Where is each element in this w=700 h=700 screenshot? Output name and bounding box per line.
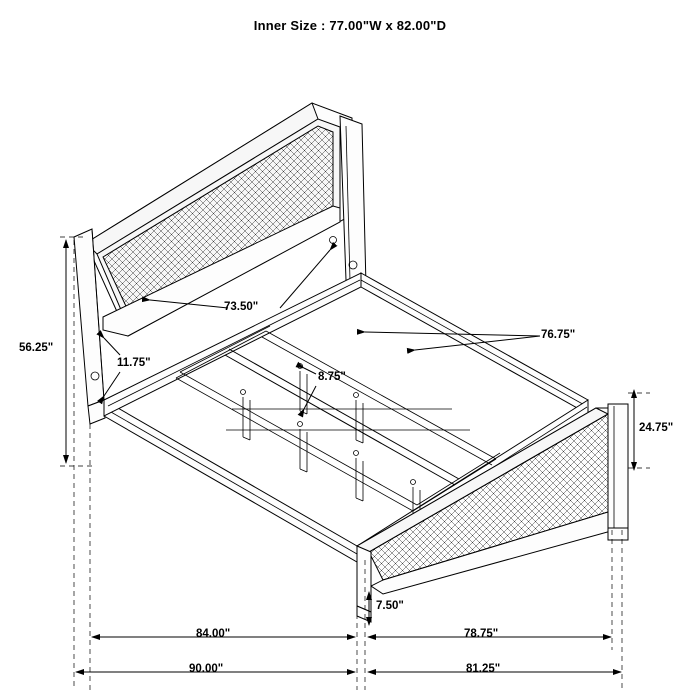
label-footboard-ground: 7.50" (376, 600, 404, 612)
label-side-rail-length: 76.75" (541, 329, 576, 341)
label-right-overall: 78.75" (464, 628, 499, 640)
label-rail-clearance: 11.75" (117, 357, 151, 369)
label-headboard-height: 56.25" (19, 342, 54, 354)
label-left-overall: 84.00" (196, 628, 231, 640)
page-title: Inner Size : 77.00"W x 82.00"D (253, 18, 447, 33)
label-footboard-height: 24.75" (639, 422, 674, 434)
label-bottom-left-overall: 90.00" (189, 663, 224, 675)
footboard (357, 404, 628, 622)
label-headboard-width: 73.50" (224, 301, 259, 313)
label-bottom-right-overall: 81.25" (466, 663, 501, 675)
label-slat-height: 8.75" (318, 371, 346, 383)
